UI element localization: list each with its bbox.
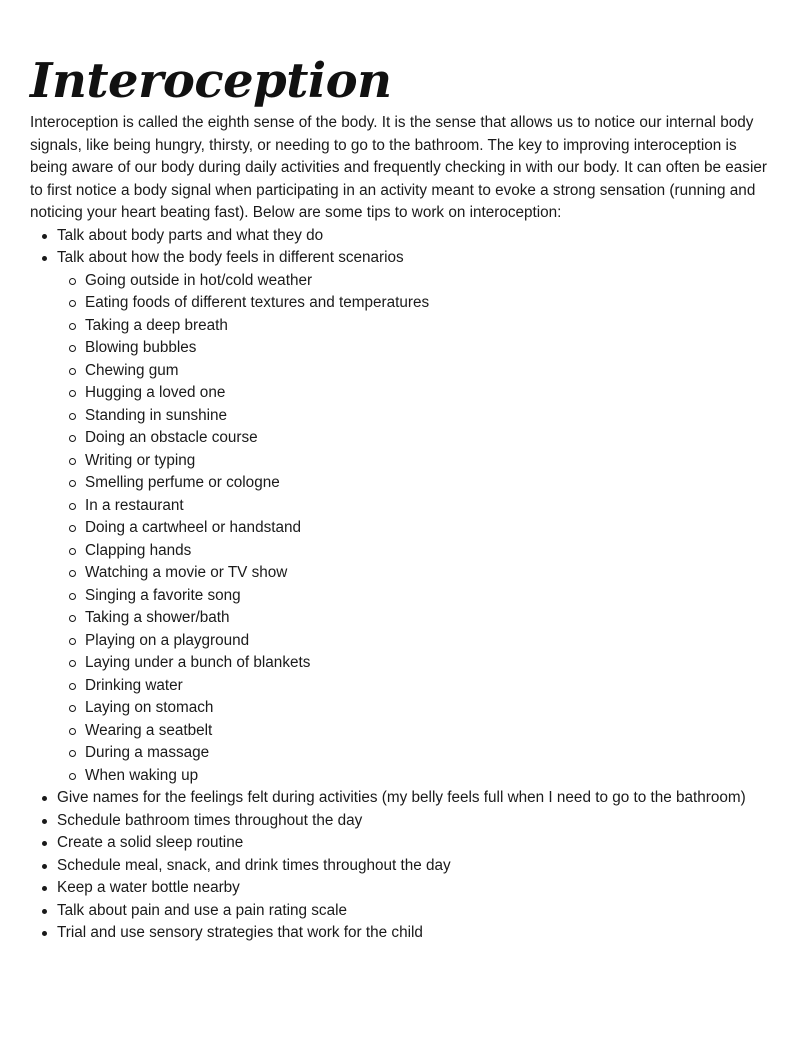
scenario-item: Singing a favorite song [57, 585, 770, 608]
list-item [30, 247, 770, 787]
scenario-item: Drinking water [57, 675, 770, 698]
scenario-item: Going outside in hot/cold weather [57, 270, 770, 293]
scenario-item: Taking a deep breath [57, 315, 770, 338]
document-page [30, 52, 770, 945]
scenario-item: In a restaurant [57, 495, 770, 518]
scenario-item: Blowing bubbles [57, 337, 770, 360]
scenario-item: Laying on stomach [57, 697, 770, 720]
list-item: Schedule meal, snack, and drink times throughout the day [30, 855, 770, 878]
scenario-item: Playing on a playground [57, 630, 770, 653]
scenario-item: Taking a shower/bath [57, 607, 770, 630]
list-item: Keep a water bottle nearby [30, 877, 770, 900]
scenario-item: Writing or typing [57, 450, 770, 473]
scenario-item: Wearing a seatbelt [57, 720, 770, 743]
tips-list [30, 225, 770, 945]
scenario-item: When waking up [57, 765, 770, 788]
scenario-item: During a massage [57, 742, 770, 765]
scenario-item: Laying under a bunch of blankets [57, 652, 770, 675]
scenario-item: Doing a cartwheel or handstand [57, 517, 770, 540]
scenario-item: Clapping hands [57, 540, 770, 563]
page-title: Interoception [30, 53, 392, 109]
list-item: Give names for the feelings felt during activities (my belly feels full when I need to go to the bathroom) [30, 787, 770, 810]
scenario-item: Chewing gum [57, 360, 770, 383]
list-item-text: Talk about body parts and what they do [57, 226, 324, 244]
scenario-item: Hugging a loved one [57, 382, 770, 405]
scenario-item: Watching a movie or TV show [57, 562, 770, 585]
list-item: Create a solid sleep routine [30, 832, 770, 855]
scenario-item: Doing an obstacle course [57, 427, 770, 450]
list-item: Trial and use sensory strategies that work for the child [30, 922, 770, 945]
list-item: Talk about pain and use a pain rating scale [30, 900, 770, 923]
scenario-item: Standing in sunshine [57, 405, 770, 428]
scenario-item: Smelling perfume or cologne [57, 472, 770, 495]
intro-paragraph: Interoception is called the eighth sense of the body. It is the sense that allows us to notice our internal body signals, like being hungry, thirsty, or needing to go to the bathroom. The key to improving interoception is being aware of our body during daily activities and frequently checking in with our body. It can often be easier to first notice a body signal when participating in an activity meant to evoke a strong sensation (running and noticing your heart beating fast). Below are some tips to work on interoception: [30, 114, 767, 221]
scenarios-list [57, 270, 770, 788]
list-item: Schedule bathroom times throughout the day [30, 810, 770, 833]
list-item-text: Talk about how the body feels in different scenarios [57, 249, 404, 266]
scenario-item: Eating foods of different textures and temperatures [57, 292, 770, 315]
list-item [30, 225, 770, 248]
